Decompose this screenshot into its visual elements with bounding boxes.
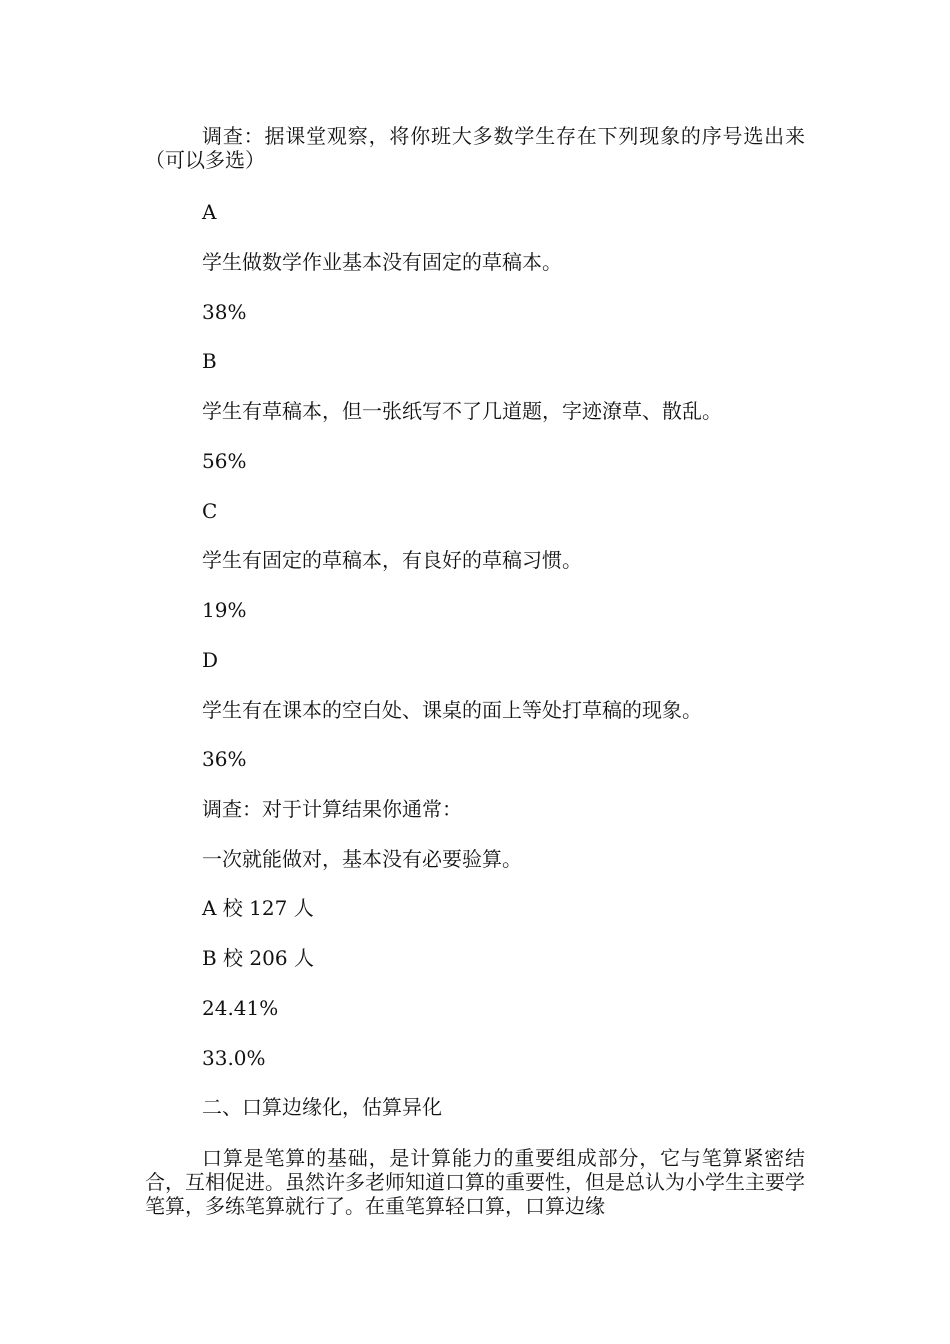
option-d-text: 学生有在课本的空白处、课桌的面上等处打草稿的现象。 (202, 698, 702, 722)
school-a-count: A 校 127 人 (202, 896, 314, 920)
survey2-option: 一次就能做对，基本没有必要验算。 (202, 847, 522, 871)
survey2-title: 调查：对于计算结果你通常： (202, 797, 462, 821)
option-d-letter: D (202, 648, 219, 672)
option-b-letter: B (202, 349, 217, 373)
option-c-letter: C (202, 499, 218, 523)
survey1-intro: 调查：据课堂观察，将你班大多数学生存在下列现象的序号选出来（可以多选） (145, 124, 805, 172)
option-a-letter: A (202, 200, 217, 224)
option-b-text: 学生有草稿本，但一张纸写不了几道题，字迹潦草、散乱。 (202, 399, 722, 423)
option-d-percent: 36% (202, 747, 247, 771)
option-a-text: 学生做数学作业基本没有固定的草稿本。 (202, 250, 562, 274)
option-a-percent: 38% (202, 300, 247, 324)
option-b-percent: 56% (202, 449, 247, 473)
section-heading: 二、口算边缘化，估算异化 (202, 1095, 442, 1119)
school-b-count: B 校 206 人 (202, 946, 314, 970)
option-c-percent: 19% (202, 598, 247, 622)
section-paragraph: 口算是笔算的基础，是计算能力的重要组成部分，它与笔算紧密结合，互相促进。虽然许多老师知道口算的重要性，但是总认为小学生主要学笔算，多练笔算就行了。在重笔算轻口算，口算边缘 (145, 1146, 805, 1218)
school-b-percent: 33.0% (202, 1046, 266, 1070)
school-a-percent: 24.41% (202, 996, 279, 1020)
option-c-text: 学生有固定的草稿本，有良好的草稿习惯。 (202, 548, 582, 572)
